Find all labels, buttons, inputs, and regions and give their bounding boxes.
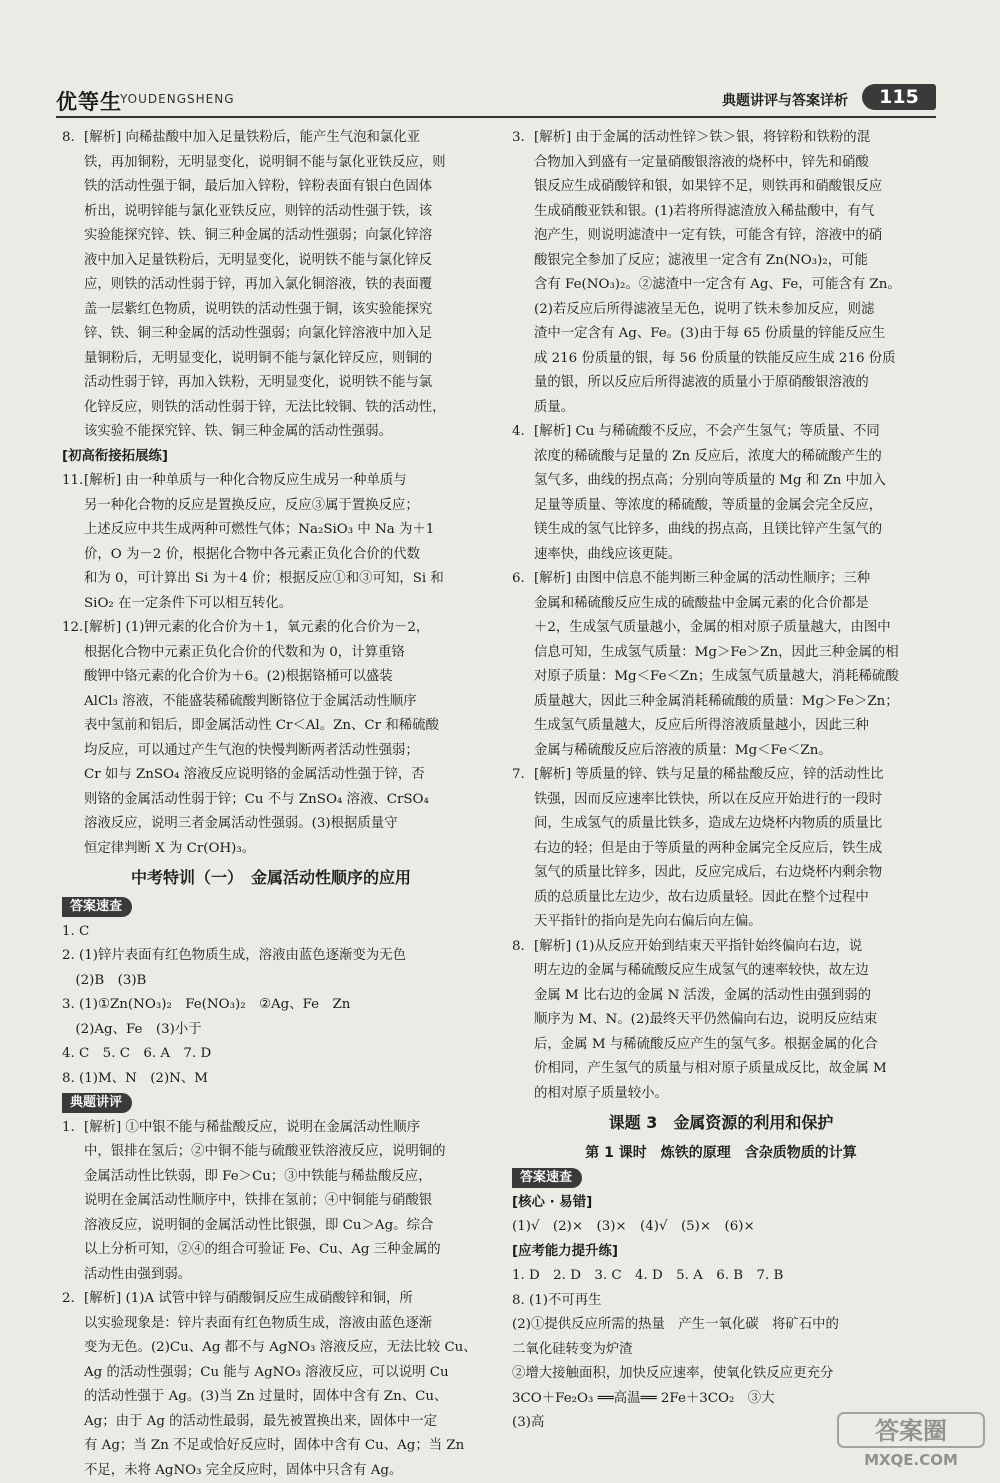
item-lines xyxy=(84,469,480,616)
text-line: 二氧化硅转变为炉渣 xyxy=(512,1338,930,1363)
item-number: 8. xyxy=(62,126,75,151)
text-line: 信息可知，生成氢气质量：Mg＞Fe＞Zn，因此三种金属的相 xyxy=(534,641,930,666)
text-line: AlCl₃ 溶液，不能盛装稀硫酸判断铬位于金属活动性顺序 xyxy=(84,690,480,715)
text-line: 速率快，曲线应该更陡。 xyxy=(534,543,930,568)
text-line: (2)若反应后所得滤液呈无色，说明了铁未参加反应，则滤 xyxy=(534,298,930,323)
special-training-title: 中考特训（一） 金属活动性顺序的应用 xyxy=(62,861,480,895)
text-line: 1. D 2. D 3. C 4. D 5. A 6. B 7. B xyxy=(512,1264,930,1289)
item-number: 11. xyxy=(62,469,83,494)
text-line: [解析] (1)从反应开始到结束天平指针始终偏向右边，说 xyxy=(534,935,930,960)
text-line: (2)Ag、Fe (3)小于 xyxy=(62,1018,480,1043)
section-core-heading: [核心 · 易错] xyxy=(512,1191,592,1216)
review-item-2 xyxy=(62,1287,480,1483)
text-line: 的相对原子质量较小。 xyxy=(534,1082,930,1107)
text-line: [解析] ①中银不能与稀盐酸反应，说明在金属活动性顺序 xyxy=(84,1116,480,1141)
text-line: [解析] 等质量的锌、铁与足量的稀盐酸反应，锌的活动性比 xyxy=(534,763,930,788)
text-line: 实验能探究锌、铁、铜三种金属的活动性强弱；向氯化锌溶 xyxy=(84,224,480,249)
text-line: SiO₂ 在一定条件下可以相互转化。 xyxy=(84,592,480,617)
text-line: 8. (1)不可再生 xyxy=(512,1289,930,1314)
review-item-8 xyxy=(512,935,930,1107)
text-line: 均反应，可以通过产生气泡的快慢判断两者活动性强弱； xyxy=(84,739,480,764)
text-line: 金属 M 比右边的金属 N 活泼，金属的活动性由强到弱的 xyxy=(534,984,930,1009)
text-line: 合物加入到盛有一定量硝酸银溶液的烧杯中，锌先和硝酸 xyxy=(534,151,930,176)
text-line: 酸钾中铬元素的化合价为＋6。(2)根据铬桶可以盛装 xyxy=(84,665,480,690)
text-line: 质量越大，因此三种金属消耗稀硫酸的质量：Mg＞Fe＞Zn； xyxy=(534,690,930,715)
text-line: (3)高 xyxy=(512,1411,930,1436)
text-line: [解析] 由一种单质与一种化合物反应生成另一种单质与 xyxy=(84,469,480,494)
text-line: 铁强，因而反应速率比铁快，所以在反应开始进行的一段时 xyxy=(534,788,930,813)
text-line: 镁生成的氢气比锌多，曲线的拐点高，且镁比锌产生氢气的 xyxy=(534,518,930,543)
text-line: 2. (1)锌片表面有红色物质生成，溶液由蓝色逐渐变为无色 xyxy=(62,944,480,969)
review-badge: 典题讲评 xyxy=(62,1093,132,1113)
text-line: [解析] (1)钾元素的化合价为＋1，氧元素的化合价为－2， xyxy=(84,616,480,641)
item-lines xyxy=(534,420,930,567)
left-column xyxy=(62,126,480,1483)
text-line: 泡产生，则说明滤渣中一定有铁，可能含有锌，溶液中的硝 xyxy=(534,224,930,249)
item-lines xyxy=(534,763,930,935)
text-line: 应，则铁的活动性弱于锌，再加入氯化铜溶液，铁的表面覆 xyxy=(84,273,480,298)
topic-title: 课题 3 金属资源的利用和保护 xyxy=(512,1106,930,1140)
ability-answers xyxy=(512,1264,930,1436)
review-item-6 xyxy=(512,567,930,763)
text-line: 以上分析可知，②④的组合可验证 Fe、Cu、Ag 三种金属的 xyxy=(84,1238,480,1263)
text-line: Ag；由于 Ag 的活动性最弱，最先被置换出来，固体中一定 xyxy=(84,1410,480,1435)
section-extend-heading: [初高衔接拓展练] xyxy=(62,445,168,470)
text-line: Cr 如与 ZnSO₄ 溶液反应说明铬的金属活动性强于锌，否 xyxy=(84,763,480,788)
text-line: 以实验现象是：锌片表面有红色物质生成，溶液由蓝色逐渐 xyxy=(84,1312,480,1337)
answers-badge: 答案速查 xyxy=(512,1168,582,1188)
text-line: 恒定律判断 X 为 Cr(OH)₃。 xyxy=(84,837,480,862)
text-line: 明左边的金属与稀硫酸反应生成氢气的速率较快，故左边 xyxy=(534,959,930,984)
item-number: 3. xyxy=(512,126,525,151)
text-line: 根据化合物中元素正负化合价的代数和为 0，计算重铬 xyxy=(84,641,480,666)
item-number: 4. xyxy=(512,420,525,445)
text-line: 生成氢气质量越大，反应后所得溶液质量越小，因此三种 xyxy=(534,714,930,739)
item-lines xyxy=(534,935,930,1107)
text-line: [解析] 由图中信息不能判断三种金属的活动性顺序；三种 xyxy=(534,567,930,592)
text-line: 量的银，所以反应后所得滤液的质量小于原硝酸银溶液的 xyxy=(534,371,930,396)
review-item-1 xyxy=(62,1116,480,1288)
text-line: [解析] (1)A 试管中锌与硝酸铜反应生成硝酸锌和铜，所 xyxy=(84,1287,480,1312)
text-line: 质量。 xyxy=(534,396,930,421)
watermark-url: MXQE.COM xyxy=(864,1451,958,1469)
item-lines xyxy=(84,616,480,861)
text-line: 金属和稀硫酸反应生成的硫酸盐中金属元素的化合价都是 xyxy=(534,592,930,617)
text-line: 中，银排在氢后；②中铜不能与硫酸亚铁溶液反应，说明铜的 xyxy=(84,1140,480,1165)
brand-title: 优等生 xyxy=(56,86,122,116)
text-line: 银反应生成硝酸锌和银，如果锌不足，则铁再和硝酸银反应 xyxy=(534,175,930,200)
item-number: 12. xyxy=(62,616,83,641)
item-number: 7. xyxy=(512,763,525,788)
answer-item-8 xyxy=(62,126,480,445)
text-line: [解析] 向稀盐酸中加入足量铁粉后，能产生气泡和氯化亚 xyxy=(84,126,480,151)
text-line: 铁的活动性强于铜，最后加入锌粉，锌粉表面有银白色固体 xyxy=(84,175,480,200)
text-line: (2)B (3)B xyxy=(62,969,480,994)
text-line: 锌、铁、铜三种金属的活动性强弱；向氯化锌溶液中加入足 xyxy=(84,322,480,347)
text-line: 有 Ag；当 Zn 不足或恰好反应时，固体中含有 Cu、Ag；当 Zn xyxy=(84,1434,480,1459)
text-line: 顺序为 M、N。(2)最终天平仍然偏向右边，说明反应结束 xyxy=(534,1008,930,1033)
text-line: 间，生成氢气的质量比铁多，造成左边烧杯内物质的质量比 xyxy=(534,812,930,837)
text-line: 1. C xyxy=(62,920,480,945)
text-line: 酸银完全参加了反应；滤液里一定含有 Zn(NO₃)₂，可能 xyxy=(534,249,930,274)
text-line: Ag 的活动性强弱；Cu 能与 AgNO₃ 溶液反应，可以说明 Cu xyxy=(84,1361,480,1386)
text-line: 表中氢前和铝后，即金属活动性 Cr＜Al。Zn、Cr 和稀硫酸 xyxy=(84,714,480,739)
text-line: 上述反应中共生成两种可燃性气体；Na₂SiO₃ 中 Na 为＋1 xyxy=(84,518,480,543)
text-line: [解析] Cu 与稀硫酸不反应，不会产生氢气；等质量、不同 xyxy=(534,420,930,445)
text-line: 该实验不能探究锌、铁、铜三种金属的活动性强弱。 xyxy=(84,420,480,445)
text-line: 后，金属 M 与稀硫酸反应产生的氢气多。根据金属的化合 xyxy=(534,1033,930,1058)
review-item-3 xyxy=(512,126,930,420)
text-line: 氢气的质量比锌多，因此，反应完成后，右边烧杯内剩余物 xyxy=(534,861,930,886)
review-item-4 xyxy=(512,420,930,567)
item-lines xyxy=(84,1287,480,1483)
text-line: 量铜粉后，无明显变化，说明铜不能与氯化锌反应，则铜的 xyxy=(84,347,480,372)
text-line: 浓度的稀硫酸与足量的 Zn 反应后，浓度大的稀硫酸产生的 xyxy=(534,445,930,470)
page-number: 115 xyxy=(862,84,936,110)
text-line: 氢气多，曲线的拐点高；分别向等质量的 Mg 和 Zn 中加入 xyxy=(534,469,930,494)
text-line: 右边的轻；但是由于等质量的两种金属完全反应后，铁生成 xyxy=(534,837,930,862)
text-line: 生成硝酸亚铁和银。(1)若将所得滤渣放入稀盐酸中，有气 xyxy=(534,200,930,225)
text-line: 含有 Fe(NO₃)₂。②滤渣中一定含有 Ag、Fe，可能含有 Zn。 xyxy=(534,273,930,298)
section-ability-heading: [应考能力提升练] xyxy=(512,1240,618,1265)
text-line: ②增大接触面积，加快反应速率，使氧化铁反应更充分 xyxy=(512,1362,930,1387)
text-line: 则铬的金属活动性弱于锌；Cu 不与 ZnSO₄ 溶液、CrSO₄ xyxy=(84,788,480,813)
text-line: 的活动性强于 Ag。(3)当 Zn 过量时，固体中含有 Zn、Cu、 xyxy=(84,1385,480,1410)
text-line: (2)①提供反应所需的热量 产生一氧化碳 将矿石中的 xyxy=(512,1313,930,1338)
brand-subtitle: YOUDENGSHENG xyxy=(120,92,235,106)
item-number: 2. xyxy=(62,1287,75,1312)
lesson-title: 第 1 课时 炼铁的原理 含杂质物质的计算 xyxy=(512,1140,930,1166)
text-line: 3CO＋Fe₂O₃ ══高温══ 2Fe＋3CO₂ ③大 xyxy=(512,1387,930,1412)
text-line: 说明在金属活动性顺序中，铁排在氢前；④中铜能与硝酸银 xyxy=(84,1189,480,1214)
header-divider xyxy=(56,116,936,118)
text-line: 4. C 5. C 6. A 7. D xyxy=(62,1042,480,1067)
right-column xyxy=(512,126,930,1436)
quick-answers xyxy=(62,920,480,1092)
text-line: 不足，未将 AgNO₃ 完全反应时，固体中只含有 Ag。 xyxy=(84,1459,480,1483)
text-line: 质的总质量比左边少，故右边质量轻。因此在整个过程中 xyxy=(534,886,930,911)
text-line: 8. (1)M、N (2)N、M xyxy=(62,1067,480,1092)
text-line: 对原子质量：Mg＜Fe＜Zn；生成氢气质量越大，消耗稀硫酸 xyxy=(534,665,930,690)
text-line: 和为 0，可计算出 Si 为＋4 价；根据反应①和③可知，Si 和 xyxy=(84,567,480,592)
answers-badge: 答案速查 xyxy=(62,897,132,917)
text-line: 成 216 份质量的银，每 56 份质量的铁能反应生成 216 份质 xyxy=(534,347,930,372)
text-line: ＋2，生成氢气质量越小，金属的相对原子质量越大，由图中 xyxy=(534,616,930,641)
watermark-text: 答案圈 xyxy=(875,1417,947,1445)
text-line: 盖一层紫红色物质，说明铁的活动性强于铜，该实验能探究 xyxy=(84,298,480,323)
text-line: 溶液反应，说明三者金属活动性强弱。(3)根据质量守 xyxy=(84,812,480,837)
text-line: 变为无色。(2)Cu、Ag 都不与 AgNO₃ 溶液反应，无法比较 Cu、 xyxy=(84,1336,480,1361)
text-line: 渣中一定含有 Ag、Fe。(3)由于每 65 份质量的锌能反应生 xyxy=(534,322,930,347)
text-line: 金属与稀硫酸反应后溶液的质量：Mg＜Fe＜Zn。 xyxy=(534,739,930,764)
text-line: 足量等质量、等浓度的稀硫酸，等质量的金属会完全反应， xyxy=(534,494,930,519)
answer-item-11 xyxy=(62,469,480,616)
item-number: 1. xyxy=(62,1116,75,1141)
item-lines xyxy=(84,126,480,445)
text-line: 化锌反应，则铁的活动性弱于锌，无法比较铜、铁的活动性， xyxy=(84,396,480,421)
text-line: 活动性弱于锌，再加入铁粉，无明显变化，说明铁不能与氯 xyxy=(84,371,480,396)
answer-item-12 xyxy=(62,616,480,861)
watermark-logo xyxy=(836,1411,986,1469)
text-line: 另一种化合物的反应是置换反应，反应③属于置换反应； xyxy=(84,494,480,519)
text-line: 价相同，产生氢气的质量与相对原子质量成反比，故金属 M xyxy=(534,1057,930,1082)
item-lines xyxy=(534,567,930,763)
page-header xyxy=(56,84,936,114)
text-line: 铁，再加铜粉，无明显变化，说明铜不能与氯化亚铁反应，则 xyxy=(84,151,480,176)
item-number: 8. xyxy=(512,935,525,960)
text-line: 天平指针的指向是先向右偏后向左偏。 xyxy=(534,910,930,935)
text-line: 溶液反应，说明铜的金属活动性比银强，即 Cu＞Ag。综合 xyxy=(84,1214,480,1239)
text-line: 活动性由强到弱。 xyxy=(84,1263,480,1288)
item-lines xyxy=(534,126,930,420)
core-answers: (1)√ (2)× (3)× (4)√ (5)× (6)× xyxy=(512,1215,930,1240)
text-line: [解析] 由于金属的活动性锌＞铁＞银，将锌粉和铁粉的混 xyxy=(534,126,930,151)
text-line: 3. (1)①Zn(NO₃)₂ Fe(NO₃)₂ ②Ag、Fe Zn xyxy=(62,993,480,1018)
text-line: 析出，说明锌能与氯化亚铁反应，则锌的活动性强于铁，该 xyxy=(84,200,480,225)
item-lines xyxy=(84,1116,480,1288)
item-number: 6. xyxy=(512,567,525,592)
review-item-7 xyxy=(512,763,930,935)
text-line: 价，O 为－2 价，根据化合物中各元素正负化合价的代数 xyxy=(84,543,480,568)
text-line: 金属活动性比铁弱，即 Fe＞Cu；③中铁能与稀盐酸反应， xyxy=(84,1165,480,1190)
header-section-title: 典题讲评与答案详析 xyxy=(722,90,848,110)
text-line: 液中加入足量铁粉后，无明显变化，说明铁不能与氯化锌反 xyxy=(84,249,480,274)
